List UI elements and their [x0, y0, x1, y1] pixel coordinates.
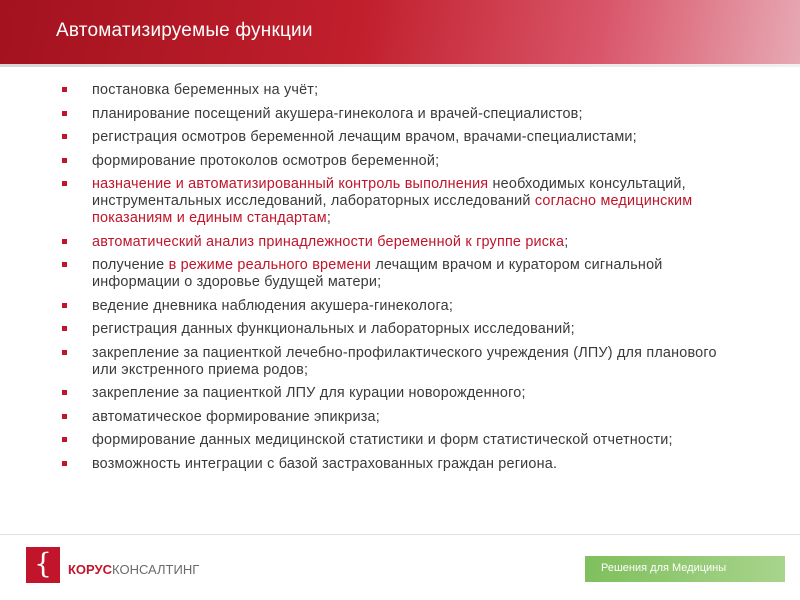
list-item	[62, 321, 742, 338]
item-text: постановка беременных на учёт;	[92, 82, 319, 98]
list-item	[62, 153, 742, 170]
badge-label: Решения для Медицины	[601, 562, 727, 574]
item-text: закрепление за пациенткой ЛПУ для курации новорожденного;	[92, 385, 526, 401]
bullet-icon	[62, 181, 67, 186]
item-text: ;	[326, 210, 332, 226]
item-text: ведение дневника наблюдения акушера-гинеколога;	[92, 297, 454, 314]
list-item	[62, 129, 742, 146]
item-text: лечащим врачом и куратором сигнальной информации о здоровье будущей матери;	[92, 257, 663, 290]
item-text: возможность интеграции с базой застрахованных граждан региона.	[92, 455, 558, 472]
bullet-icon	[62, 262, 67, 267]
highlighted-text: согласно медицинским показаниям и единым стандартам	[92, 193, 693, 226]
item-text: закрепление за пациенткой лечебно-профилактического учреждения (ЛПУ) для планового или экстренного приема родов;	[92, 344, 717, 378]
item-text: получение	[92, 257, 169, 273]
bullet-icon	[62, 390, 67, 395]
list-item	[62, 409, 742, 426]
logo-text	[68, 562, 199, 577]
bullet-icon	[62, 437, 67, 442]
item-text: регистрация данных функциональных и лабораторных исследований;	[92, 321, 575, 337]
list-item	[62, 82, 742, 99]
list-item	[62, 257, 742, 291]
highlighted-text: автоматический анализ принадлежности беременной к группе риска	[92, 233, 565, 250]
bullet-icon	[62, 134, 67, 139]
item-text: регистрация осмотров беременной лечащим врачом, врачами-специалистами;	[92, 129, 637, 145]
header-divider	[0, 64, 800, 67]
solutions-badge	[585, 556, 785, 582]
list-item	[62, 456, 742, 473]
list-item	[62, 106, 742, 123]
list-item	[62, 298, 742, 315]
list-item	[62, 432, 742, 449]
item-text: планирование посещений акушера-гинеколога и врачей-специалистов;	[92, 105, 583, 122]
item-text: необходимых консультаций, инструментальных исследований, лабораторных исследований	[92, 176, 686, 209]
logo-text-primary: КОРУС	[68, 562, 113, 577]
list-item	[62, 234, 742, 251]
function-list	[62, 82, 742, 479]
bullet-icon	[62, 158, 67, 163]
item-text: автоматическое формирование эпикриза;	[92, 408, 380, 425]
item-text: формирование данных медицинской статистики и форм статистической отчетности;	[92, 432, 673, 448]
bullet-icon	[62, 239, 67, 244]
title-bar	[0, 0, 800, 64]
list-item	[62, 385, 742, 402]
item-text: ;	[564, 233, 569, 250]
bullet-icon	[62, 303, 67, 308]
highlighted-text: назначение и автоматизированный контроль выполнения	[92, 176, 489, 192]
page-title: Автоматизируемые функции	[56, 20, 313, 41]
logo-glyph: {	[34, 547, 52, 580]
highlighted-text: в режиме реального времени	[168, 257, 372, 273]
bullet-icon	[62, 326, 67, 331]
bullet-icon	[62, 111, 67, 116]
bullet-icon	[62, 414, 67, 419]
bullet-icon	[62, 87, 67, 92]
bullet-icon	[62, 461, 67, 466]
list-item	[62, 176, 742, 227]
footer-divider	[0, 534, 800, 535]
bullet-icon	[62, 350, 67, 355]
list-item	[62, 345, 742, 379]
logo-text-secondary: КОНСАЛТИНГ	[112, 562, 200, 577]
item-text: формирование протоколов осмотров беременной;	[92, 152, 440, 169]
logo-bracket-icon	[26, 547, 60, 583]
